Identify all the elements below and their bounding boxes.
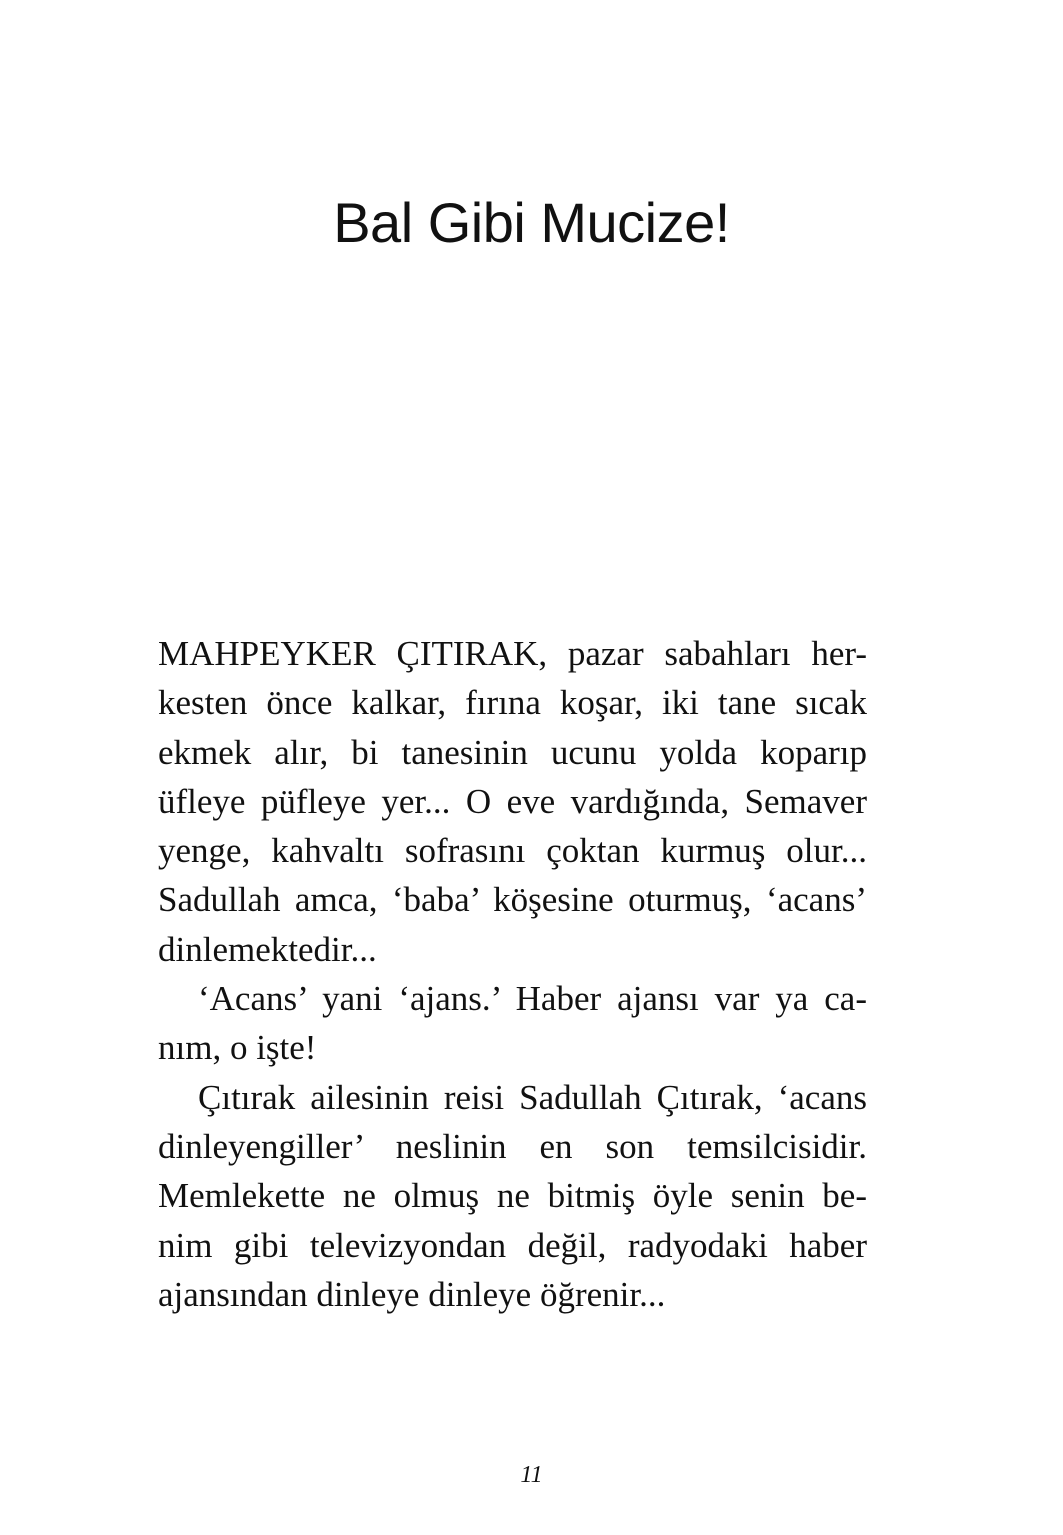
- text-line: ekmek alır, bi tanesinin ucunu yolda koparıp: [158, 732, 867, 772]
- text-line: MAHPEYKER ÇITIRAK, pazar sabahları her-: [158, 634, 867, 673]
- text-line: ajansından dinleye dinleye öğrenir...: [158, 1274, 666, 1314]
- text-line: Çıtırak ailesinin reisi Sadullah Çıtırak, ‘acans: [198, 1077, 867, 1117]
- text-line: dinlemektedir...: [158, 929, 377, 969]
- text-line: nım, o işte!: [158, 1028, 317, 1068]
- page-number: 11: [520, 1462, 543, 1488]
- text-line: üfleye püfleye yer... O eve vardığında, Semaver: [158, 781, 867, 821]
- chapter-body: [158, 629, 867, 1319]
- text-line: kesten önce kalkar, fırına koşar, iki tane sıcak: [158, 683, 867, 723]
- text-line: nim gibi televizyondan değil, radyodaki haber: [158, 1225, 867, 1265]
- paragraph: [158, 974, 867, 1073]
- paragraph: [158, 629, 867, 974]
- text-line: ‘Acans’ yani ‘ajans.’ Haber ajansı var ya ca-: [198, 979, 867, 1019]
- chapter-title: Bal Gibi Mucize!: [333, 191, 730, 254]
- text-line: dinleyengiller’ neslinin en son temsilcisidir.: [158, 1126, 867, 1166]
- text-line: Sadullah amca, ‘baba’ köşesine oturmuş, ‘acans’: [158, 880, 867, 920]
- text-line: yenge, kahvaltı sofrasını çoktan kurmuş olur...: [158, 831, 867, 871]
- text-line: Memlekette ne olmuş ne bitmiş öyle senin be-: [158, 1176, 867, 1216]
- paragraph: [158, 1073, 867, 1319]
